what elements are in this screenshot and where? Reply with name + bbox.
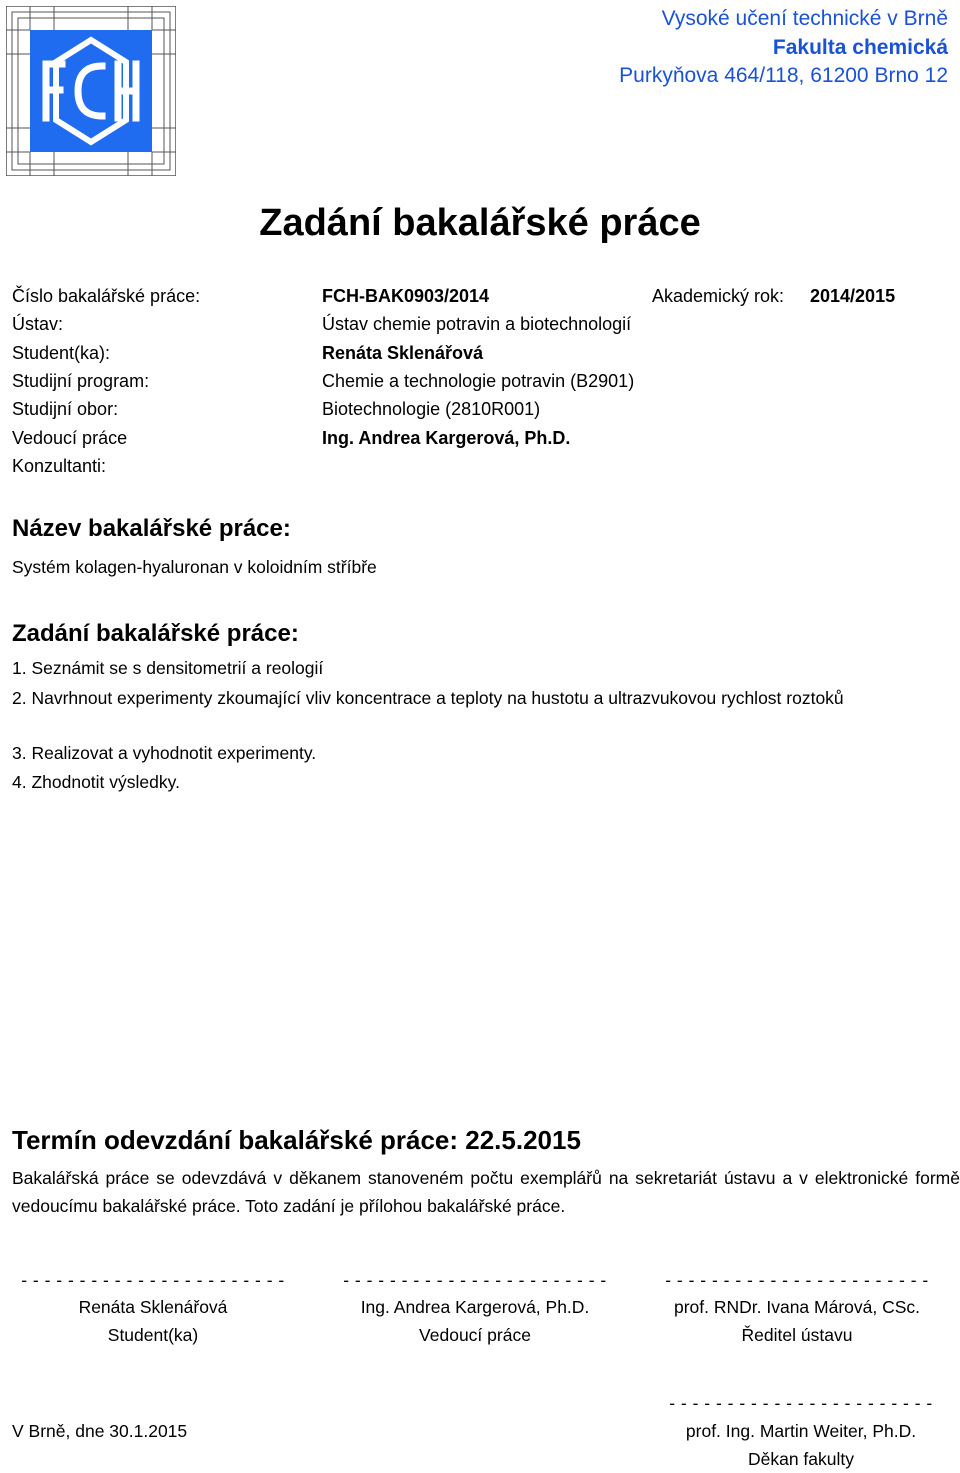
signature-line: - - - - - - - - - - - - - - - - - - - - - - - bbox=[665, 1270, 929, 1290]
submission-note: Bakalářská práce se odevzdává v děkanem stanoveném počtu exemplářů na sekretariát ústavu a v elektronické formě vedoucímu bakalářské práce. Toto zadání je přílohou bakalářské práce. bbox=[12, 1168, 960, 1216]
signature-line: - - - - - - - - - - - - - - - - - - - - - - - bbox=[669, 1393, 933, 1413]
place-date: V Brně, dne 30.1.2015 bbox=[12, 1421, 188, 1441]
assignment-heading: Zadání bakalářské práce: bbox=[12, 620, 299, 647]
page-title: Zadání bakalářské práce bbox=[259, 202, 701, 244]
faculty-name: Fakulta chemická bbox=[772, 36, 948, 59]
field-label: Studijní obor: bbox=[12, 399, 119, 419]
supervisor-name: Ing. Andrea Kargerová, Ph.D. bbox=[322, 428, 571, 448]
assignment-item: 1. Seznámit se s densitometrií a reologií bbox=[12, 658, 324, 678]
institute-label: Ústav: bbox=[12, 314, 64, 334]
thesis-name: Systém kolagen-hyaluronan v koloidním stříbře bbox=[12, 557, 377, 577]
thesis-name-heading: Název bakalářské práce: bbox=[12, 515, 291, 542]
supervisor-signature-name: Ing. Andrea Kargerová, Ph.D. bbox=[360, 1297, 590, 1317]
field: Biotechnologie (2810R001) bbox=[322, 399, 541, 419]
dean-role: Děkan fakulty bbox=[747, 1449, 855, 1469]
student-name: Renáta Sklenářová bbox=[322, 343, 484, 363]
submission-deadline: Termín odevzdání bakalářské práce: 22.5.2015 bbox=[12, 1125, 581, 1155]
academic-year-label: Akademický rok: bbox=[652, 286, 785, 306]
assignment-item: 3. Realizovat a vyhodnotit experimenty. bbox=[12, 743, 317, 763]
signature-line: - - - - - - - - - - - - - - - - - - - - - - - bbox=[343, 1270, 607, 1290]
dean-signature-name: prof. Ing. Martin Weiter, Ph.D. bbox=[685, 1421, 917, 1441]
institute: Ústav chemie potravin a biotechnologií bbox=[322, 314, 632, 334]
supervisor-role: Vedoucí práce bbox=[419, 1325, 531, 1345]
assignment-item: 2. Navrhnout experimenty zkoumající vliv koncentrace a teploty na hustotu a ultrazvukovou rychlost roztoků bbox=[12, 688, 844, 708]
university-name: Vysoké učení technické v Brně bbox=[661, 7, 948, 30]
supervisor-label: Vedoucí práce bbox=[12, 428, 128, 448]
consultants-label: Konzultanti: bbox=[12, 456, 107, 476]
faculty-logo bbox=[6, 6, 176, 176]
director-role: Ředitel ústavu bbox=[741, 1325, 853, 1345]
thesis-number: FCH-BAK0903/2014 bbox=[322, 286, 490, 306]
student-label: Student(ka): bbox=[12, 343, 111, 363]
student-role: Student(ka) bbox=[107, 1325, 199, 1345]
thesis-number-label: Číslo bakalářské práce: bbox=[12, 286, 201, 306]
program: Chemie a technologie potravin (B2901) bbox=[322, 371, 635, 391]
student-signature-name: Renáta Sklenářová bbox=[78, 1297, 228, 1317]
academic-year: 2014/2015 bbox=[810, 286, 896, 306]
faculty-address: Purkyňova 464/118, 61200 Brno 12 bbox=[619, 64, 948, 87]
director-signature-name: prof. RNDr. Ivana Márová, CSc. bbox=[673, 1297, 921, 1317]
program-label: Studijní program: bbox=[12, 371, 150, 391]
signature-line: - - - - - - - - - - - - - - - - - - - - - - - bbox=[21, 1270, 285, 1290]
assignment-item: 4. Zhodnotit výsledky. bbox=[12, 772, 180, 792]
